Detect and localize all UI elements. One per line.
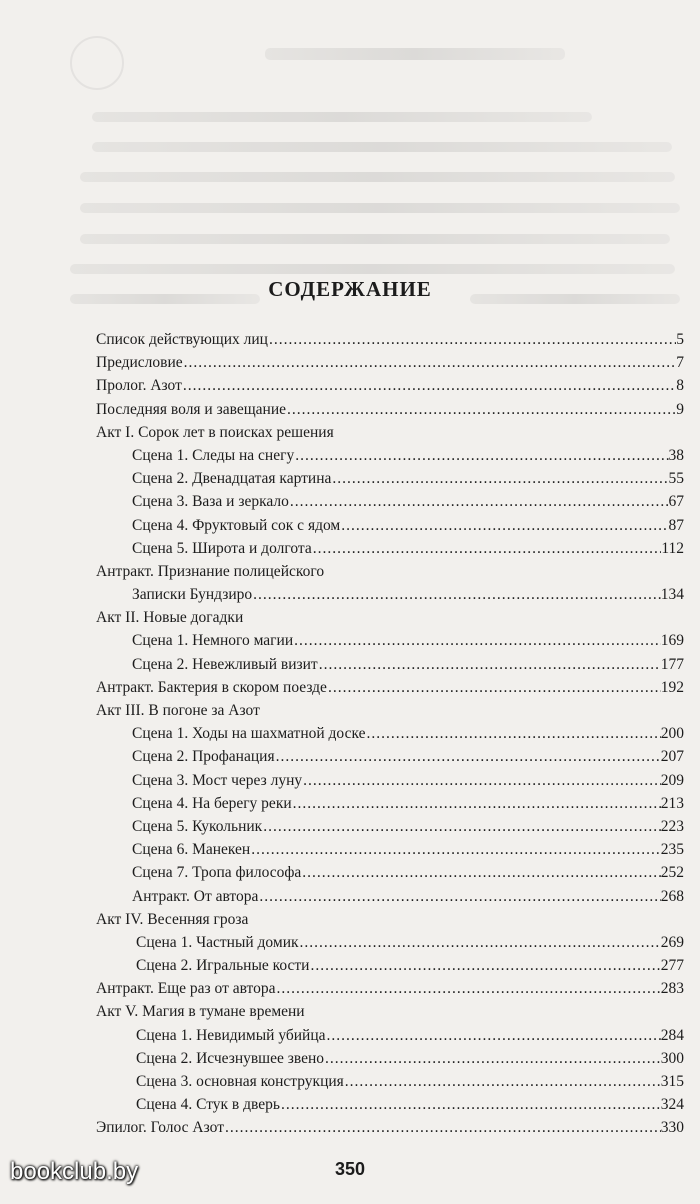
- toc-entry-page: 7: [676, 354, 684, 372]
- toc-entry: [96, 1024, 684, 1047]
- toc-entry-title: Сцена 1. Немного магии: [132, 632, 294, 650]
- toc-entry: [96, 838, 684, 861]
- toc-entry-title: Акт IV. Весенняя гроза: [96, 910, 249, 928]
- toc-entry-page: 283: [660, 980, 684, 998]
- toc-entry-title: Сцена 1. Следы на снегу: [132, 446, 295, 464]
- toc-entry-title: Сцена 3. Мост через луну: [132, 771, 303, 789]
- toc-entry-page: 55: [668, 470, 684, 488]
- toc-entry: [96, 1116, 684, 1139]
- toc-entry: [96, 1000, 684, 1023]
- toc-entry-title: Сцена 6. Манекен: [132, 841, 251, 859]
- toc-leader-dots: [268, 328, 676, 351]
- toc-entry: [96, 745, 684, 768]
- toc-entry: [96, 514, 684, 537]
- show-through-text: [0, 0, 700, 300]
- toc-entry-title: Акт III. В погоне за Азот: [96, 702, 260, 719]
- toc-entry: [96, 583, 684, 606]
- toc-entry-title: Список действующих лиц: [96, 331, 268, 348]
- toc-entry-title: Сцена 4. Фруктовый сок с ядом: [132, 516, 341, 534]
- toc-entry-page: 8: [676, 377, 684, 395]
- toc-entry-title: Акт I. Сорок лет в поисках решения: [96, 423, 334, 441]
- toc-entry-page: 213: [660, 794, 684, 812]
- toc-entry-title: Сцена 2. Исчезнувшее звено: [136, 1049, 325, 1067]
- toc-leader-dots: [324, 1047, 661, 1070]
- toc-entry-page: 315: [660, 1073, 684, 1090]
- toc-entry: [96, 537, 684, 560]
- toc-leader-dots: [252, 583, 661, 606]
- toc-entry-title: Пролог. Азот: [96, 377, 182, 395]
- toc-entry-title: Сцена 1. Частный домик: [136, 933, 299, 951]
- toc-entry-title: Антракт. Еще раз от автора: [96, 980, 276, 998]
- toc-leader-dots: [326, 1024, 661, 1047]
- toc-entry: [96, 490, 684, 513]
- toc-leader-dots: [294, 444, 668, 467]
- toc-entry: [96, 629, 684, 652]
- toc-entry-page: 300: [660, 1049, 684, 1067]
- toc-leader-dots: [344, 1070, 661, 1093]
- toc-entry: [96, 421, 684, 444]
- toc-entry: [96, 699, 684, 722]
- watermark-logo: bookclub.by: [10, 1158, 139, 1185]
- toc-entry-page: 284: [660, 1026, 684, 1044]
- toc-entry: [96, 861, 684, 884]
- toc-entry-page: 235: [660, 841, 684, 859]
- toc-leader-dots: [312, 537, 662, 560]
- toc-entry-title: Акт II. Новые догадки: [96, 609, 244, 627]
- toc-entry: [96, 1093, 684, 1116]
- toc-entry: [96, 676, 684, 699]
- toc-leader-dots: [331, 467, 668, 490]
- toc-entry-page: 200: [660, 725, 684, 743]
- toc-entry: [96, 467, 684, 490]
- toc-entry: [96, 653, 684, 676]
- toc-leader-dots: [280, 1093, 661, 1116]
- toc-entry-page: 207: [660, 748, 684, 766]
- toc-leader-dots: [365, 722, 660, 745]
- table-of-contents: [96, 328, 684, 1140]
- toc-leader-dots: [293, 629, 661, 652]
- toc-entry-title: Предисловие: [96, 354, 183, 372]
- toc-entry-title: Антракт. Признание полицейского: [96, 562, 325, 580]
- toc-entry-page: 223: [660, 817, 684, 835]
- toc-entry: [96, 606, 684, 629]
- toc-leader-dots: [183, 351, 677, 374]
- toc-entry-page: 9: [676, 400, 684, 418]
- toc-entry-title: Сцена 4. Стук в дверь: [136, 1096, 280, 1114]
- toc-entry: [96, 977, 684, 1000]
- toc-entry-page: 330: [660, 1119, 684, 1137]
- toc-entry-title: Сцена 3. Ваза и зеркало: [132, 493, 289, 511]
- toc-entry-title: Акт V. Магия в тумане времени: [96, 1003, 305, 1021]
- toc-entry-page: 38: [668, 446, 684, 464]
- page-number: 350: [334, 1159, 366, 1179]
- toc-entry-page: 269: [660, 933, 684, 951]
- toc-leader-dots: [289, 490, 669, 513]
- toc-entry-title: Сцена 7. Тропа философа: [132, 864, 302, 882]
- toc-leader-dots: [275, 745, 661, 768]
- toc-leader-dots: [276, 977, 661, 1000]
- toc-entry-title: Сцена 4. На берегу реки: [132, 794, 292, 812]
- toc-entry: [96, 931, 684, 954]
- toc-entry-page: 5: [676, 331, 684, 348]
- toc-leader-dots: [286, 398, 676, 421]
- toc-leader-dots: [299, 931, 661, 954]
- toc-entry-page: 177: [660, 655, 684, 673]
- toc-leader-dots: [340, 514, 668, 537]
- toc-leader-dots: [258, 885, 660, 908]
- toc-entry: [96, 954, 684, 977]
- toc-entry-title: Сцена 5. Кукольник: [132, 817, 263, 835]
- toc-entry: [96, 444, 684, 467]
- toc-entry: [96, 722, 684, 745]
- toc-leader-dots: [318, 653, 661, 676]
- toc-entry-page: 324: [660, 1096, 684, 1114]
- toc-entry: [96, 351, 684, 374]
- toc-entry-title: Сцена 1. Ходы на шахматной доске: [132, 725, 366, 743]
- page-title: СОДЕРЖАНИЕ: [268, 277, 432, 301]
- toc-entry-page: 192: [660, 678, 684, 696]
- toc-entry: [96, 560, 684, 583]
- toc-leader-dots: [292, 792, 661, 815]
- toc-leader-dots: [182, 374, 676, 397]
- toc-entry-title: Сцена 3. основная конструкция: [136, 1073, 344, 1090]
- toc-entry-page: 277: [660, 957, 684, 975]
- toc-entry: [96, 792, 684, 815]
- toc-entry-title: Сцена 2. Двенадцатая картина: [132, 470, 332, 488]
- toc-entry: [96, 769, 684, 792]
- toc-leader-dots: [301, 861, 660, 884]
- toc-entry: [96, 885, 684, 908]
- toc-entry-title: Записки Бундзиро: [132, 586, 253, 604]
- toc-entry-title: Сцена 2. Профанация: [132, 748, 275, 766]
- toc-entry: [96, 1070, 684, 1093]
- toc-entry-page: 87: [668, 516, 684, 534]
- toc-entry-page: 169: [660, 632, 684, 650]
- toc-entry-title: Сцена 2. Невежливый визит: [132, 655, 318, 673]
- toc-entry-page: 134: [660, 586, 684, 604]
- toc-entry: [96, 328, 684, 351]
- toc-entry-title: Эпилог. Голос Азот: [96, 1119, 224, 1137]
- toc-entry-title: Сцена 5. Широта и долгота: [132, 539, 312, 557]
- toc-leader-dots: [262, 815, 661, 838]
- toc-entry-title: Последняя воля и завещание: [96, 400, 286, 418]
- toc-entry: [96, 374, 684, 397]
- toc-entry-title: Сцена 1. Невидимый убийца: [136, 1026, 326, 1044]
- toc-entry-page: 268: [660, 887, 684, 905]
- toc-leader-dots: [309, 954, 660, 977]
- toc-leader-dots: [327, 676, 661, 699]
- toc-entry-title: Антракт. От автора: [132, 887, 259, 905]
- toc-leader-dots: [250, 838, 661, 861]
- toc-entry: [96, 815, 684, 838]
- toc-entry-title: Сцена 2. Игральные кости: [136, 957, 310, 975]
- toc-leader-dots: [224, 1116, 661, 1139]
- toc-leader-dots: [302, 769, 661, 792]
- toc-entry-page: 67: [668, 493, 684, 511]
- toc-entry: [96, 1047, 684, 1070]
- toc-entry-page: 252: [660, 864, 684, 882]
- show-through-emblem: [70, 36, 124, 90]
- toc-entry-page: 209: [660, 771, 684, 789]
- toc-entry: [96, 398, 684, 421]
- toc-entry: [96, 908, 684, 931]
- toc-entry-title: Антракт. Бактерия в скором поезде: [96, 678, 327, 696]
- toc-entry-page: 112: [661, 539, 684, 557]
